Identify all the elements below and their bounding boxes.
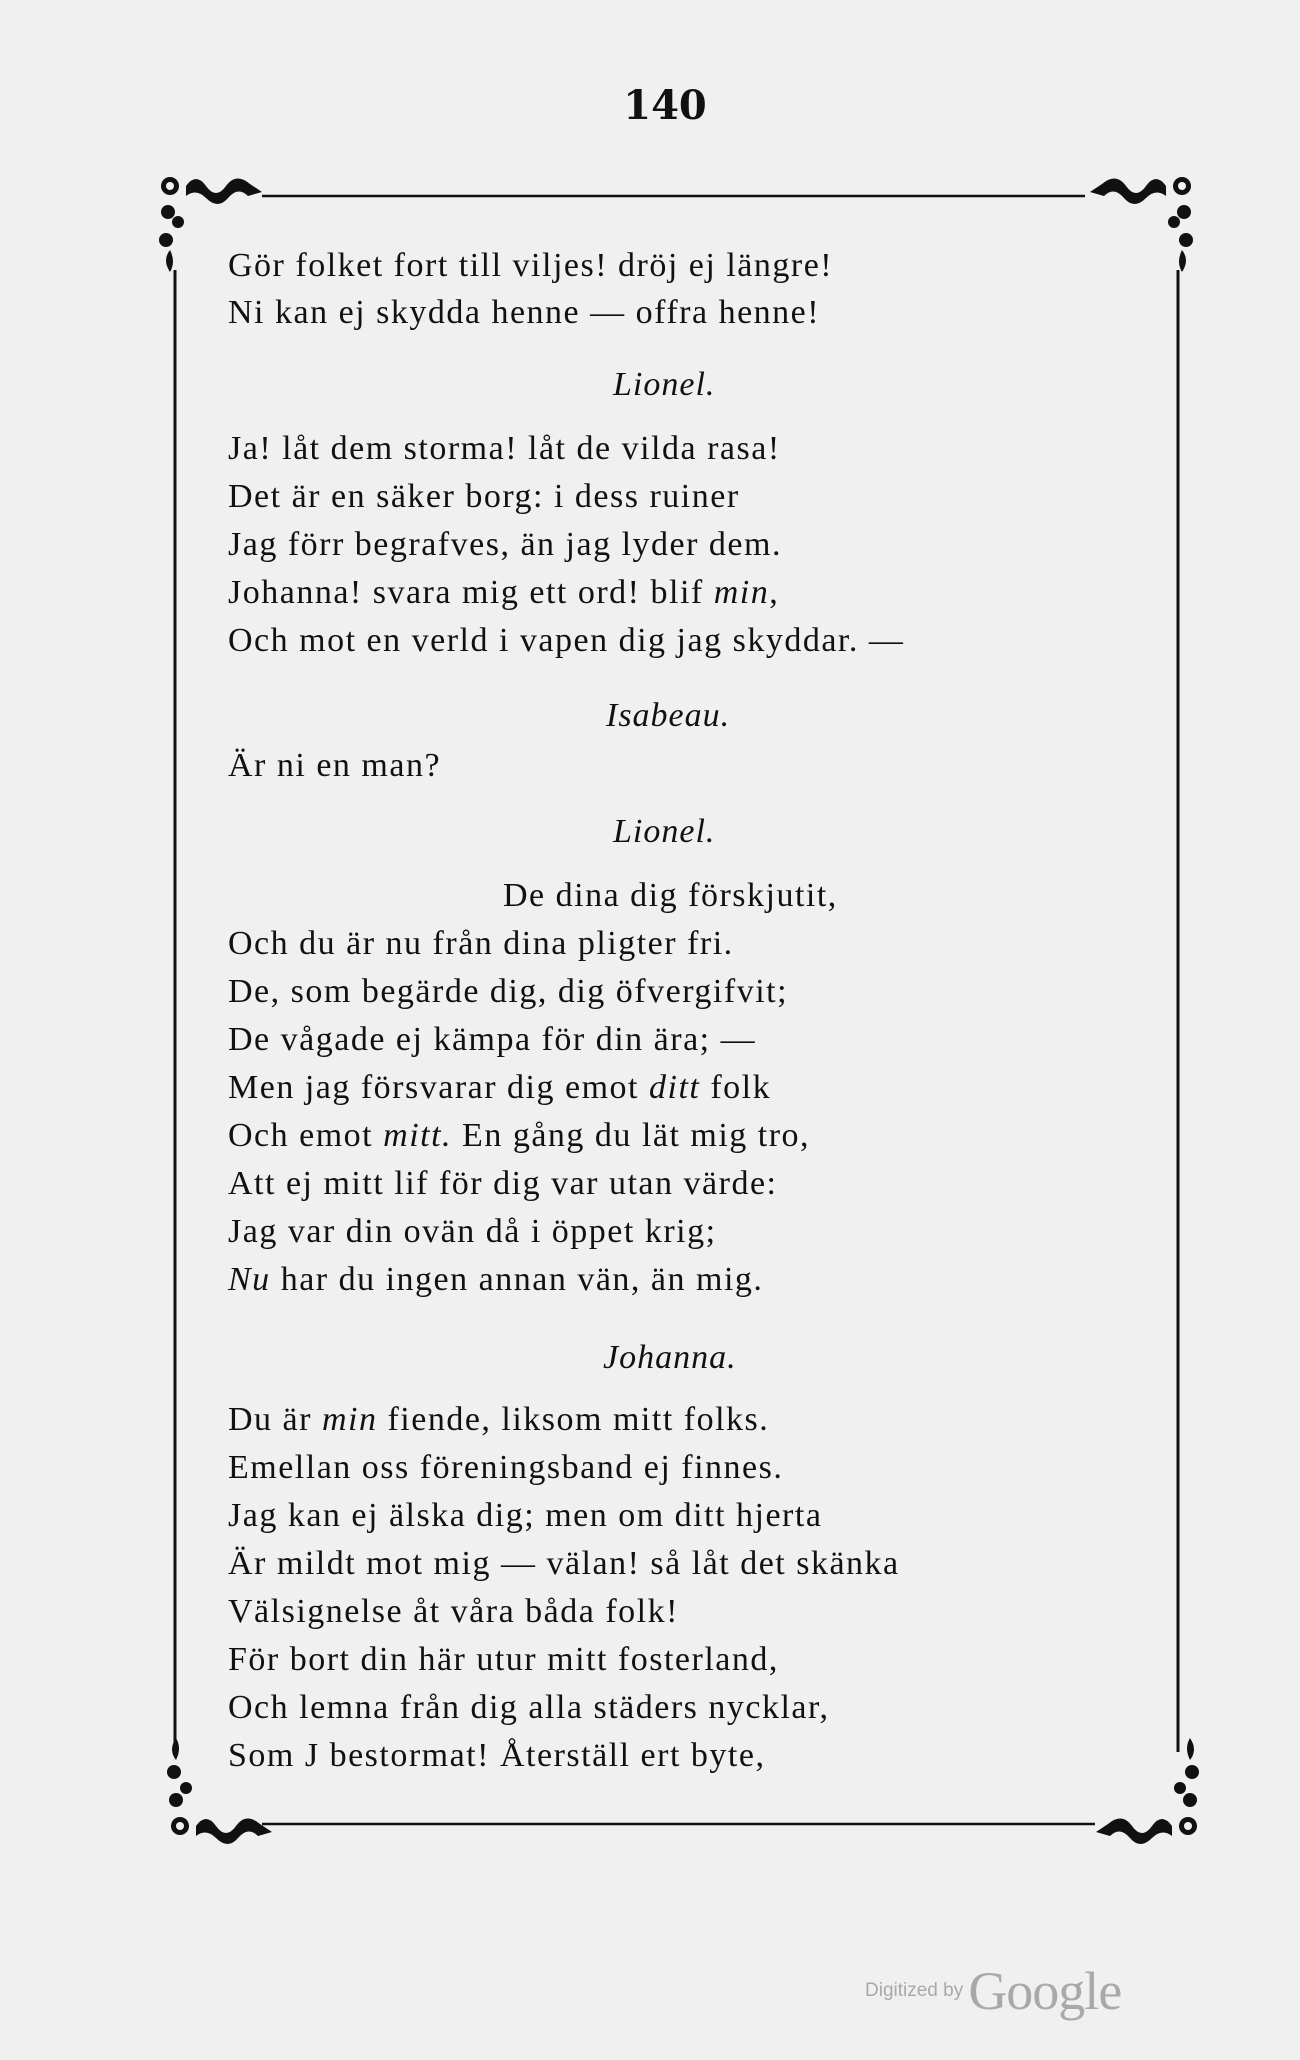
- verse-line: [228, 1256, 763, 1304]
- verse-text-segment: har du ingen annan vän, än mig.: [270, 1261, 764, 1298]
- verse-line: De vågade ej kämpa för din ära; —: [228, 1021, 757, 1058]
- verse-text-segment: ,: [769, 574, 780, 611]
- verse-line: Jag kan ej älska dig; men om ditt hjerta: [228, 1497, 823, 1534]
- verse-line: De, som begärde dig, dig öfvergifvit;: [228, 973, 789, 1010]
- watermark-prefix: Digitized by: [865, 1980, 964, 2001]
- verse-line: De dina dig förskjutit,: [503, 877, 838, 914]
- verse-line: Som J bestormat! Återställ ert byte,: [228, 1737, 766, 1774]
- verse-text-segment: fiende, liksom mitt folks.: [377, 1401, 770, 1438]
- speaker-name: Lionel.: [613, 813, 716, 850]
- digitized-by-google-watermark: [865, 1960, 1121, 2022]
- verse-line: Emellan oss föreningsband ej finnes.: [228, 1449, 784, 1486]
- verse-line: Gör folket fort till viljes! dröj ej längre!: [228, 247, 834, 284]
- verse-line: [228, 1064, 771, 1112]
- verse-line: Jag förr begrafves, än jag lyder dem.: [228, 526, 782, 563]
- verse-line: Jag var din ovän då i öppet krig;: [228, 1213, 717, 1250]
- corner-ornament-top-right-icon: [1090, 177, 1193, 272]
- speaker-name: Johanna.: [603, 1339, 737, 1376]
- verse-line: [228, 1396, 769, 1444]
- verse-line: Och du är nu från dina pligter fri.: [228, 925, 734, 962]
- verse-line: Och mot en verld i vapen dig jag skyddar. —: [228, 622, 905, 659]
- verse-text-segment: Och emot: [228, 1117, 384, 1154]
- verse-emphasis: min: [321, 1401, 378, 1438]
- verse-line: Ni kan ej skydda henne — offra henne!: [228, 294, 821, 331]
- verse-line: Välsignelse åt våra båda folk!: [228, 1593, 679, 1630]
- google-logo: Google: [968, 1961, 1122, 2021]
- speaker-name: Lionel.: [613, 366, 716, 403]
- verse-line: Ja! låt dem storma! låt de vilda rasa!: [228, 430, 781, 467]
- verse-text-segment: Du är: [228, 1401, 322, 1438]
- corner-ornament-bottom-right-icon: [1096, 1738, 1199, 1844]
- verse-emphasis: mitt.: [383, 1117, 453, 1154]
- verse-line: För bort din här utur mitt fosterland,: [228, 1641, 779, 1678]
- verse-line: Att ej mitt lif för dig var utan värde:: [228, 1165, 778, 1202]
- verse-line: Det är en säker borg: i dess ruiner: [228, 478, 740, 515]
- verse-text-segment: En gång du lät mig tro,: [452, 1117, 811, 1154]
- page-number: 140: [623, 82, 707, 129]
- speaker-name: Isabeau.: [606, 697, 731, 734]
- verse-line: Är mildt mot mig — välan! så låt det skänka: [228, 1545, 900, 1582]
- verse-line: Är ni en man?: [228, 747, 442, 784]
- verse-line: [228, 569, 779, 617]
- verse-line: [228, 1112, 810, 1160]
- verse-emphasis: min: [713, 574, 770, 611]
- verse-text-segment: folk: [700, 1069, 772, 1106]
- verse-text-segment: Johanna! svara mig ett ord! blif: [228, 574, 714, 611]
- verse-line: Och lemna från dig alla städers nycklar,: [228, 1689, 830, 1726]
- verse-emphasis: Nu: [228, 1261, 271, 1298]
- verse-text-segment: Men jag försvarar dig emot: [228, 1069, 649, 1106]
- verse-emphasis: ditt: [649, 1069, 701, 1106]
